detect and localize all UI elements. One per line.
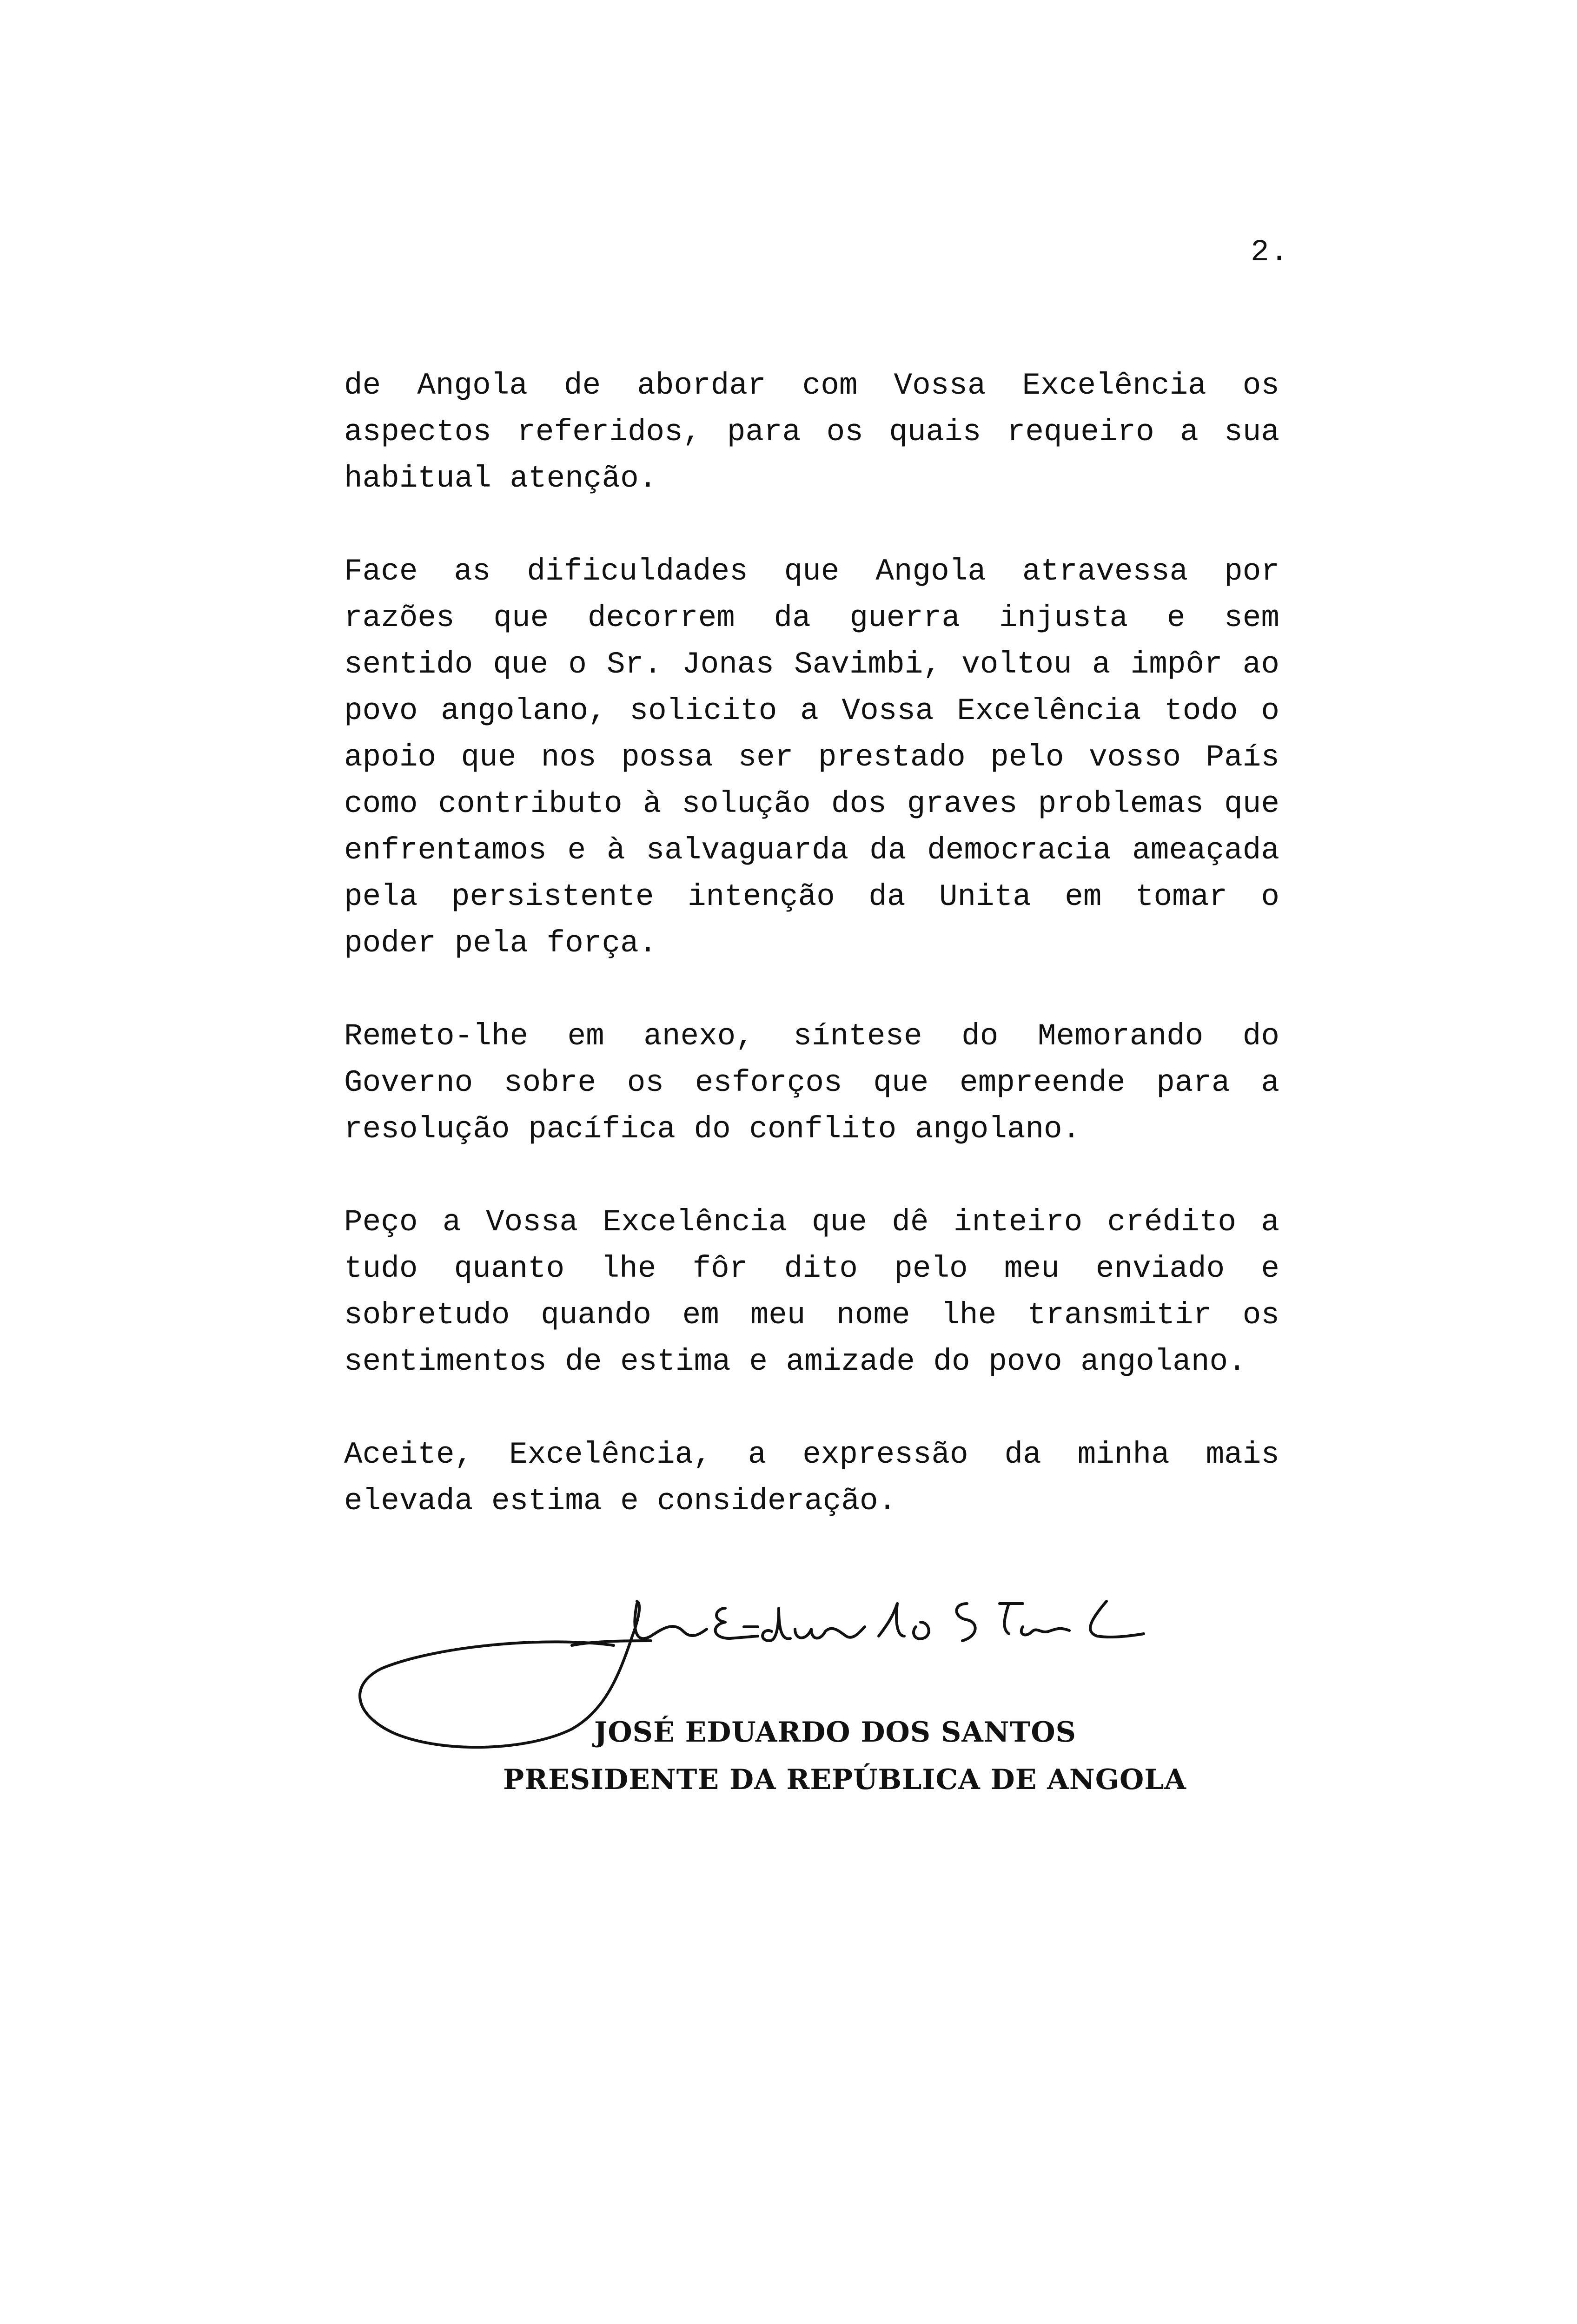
paragraph-2: Face as dificuldades que Angola atravessa por razões que decorrem da guerra injusta e sem sentido que o Sr. Jonas Savimbi, voltou a impôr ao povo angolano, solicito a Vossa Excelência todo o apoio que nos possa ser prestado pelo vosso País como contributo à solução dos graves problemas que enfrentamos e à salvaguarda da democracia ameaçada pela persistente intenção da Unita em tomar o poder pela força. <box>344 554 1279 961</box>
paragraph-4: Peço a Vossa Excelência que dê inteiro crédito a tudo quanto lhe fôr dito pelo meu enviado e sobretudo quando em meu nome lhe transmitir os sentimentos de estima e amizade do povo angolano. <box>344 1205 1279 1379</box>
paragraph-3: Remeto-lhe em anexo, síntese do Memorando do Governo sobre os esforços que empreende para a resolução pacífica do conflito angolano. <box>344 1019 1279 1147</box>
letter-body <box>344 363 1279 1571</box>
signatory-title: PRESIDENTE DA REPÚBLICA DE ANGOLA <box>503 1763 1186 1796</box>
page-number: 2. <box>1251 235 1290 270</box>
paragraph-5: Aceite, Excelência, a expressão da minha mais elevada estima e consideração. <box>344 1437 1279 1519</box>
signatory-name: JOSÉ EDUARDO DOS SANTOS <box>594 1716 1076 1749</box>
paragraph-1: de Angola de abordar com Vossa Excelência os aspectos referidos, para os quais requeiro a sua habitual atenção. <box>344 368 1279 496</box>
